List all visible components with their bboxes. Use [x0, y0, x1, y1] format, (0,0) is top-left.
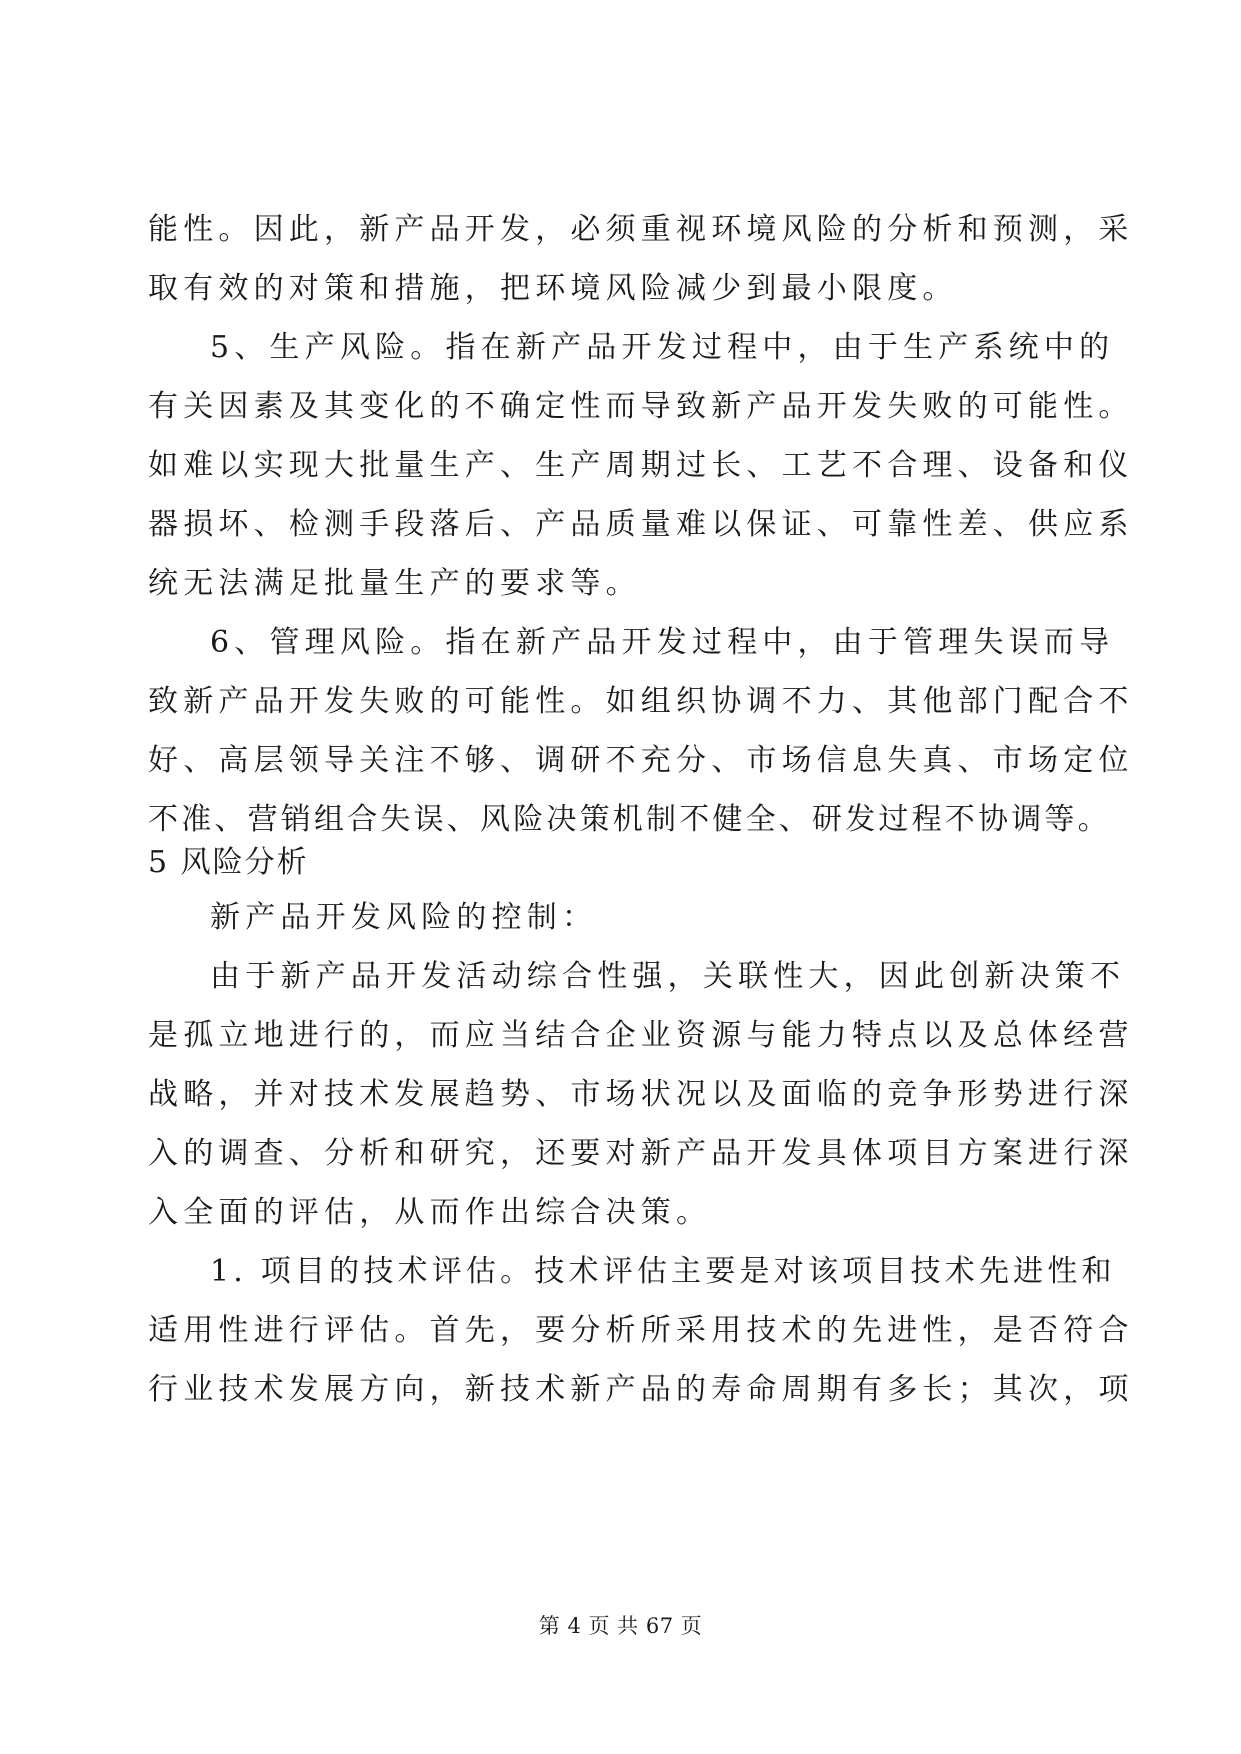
- text-line: 取有效的对策和措施，把环境风险减少到最小限度。: [148, 271, 958, 306]
- text-line: 战略，并对技术发展趋势、市场状况以及面临的竞争形势进行深: [148, 1077, 1134, 1112]
- text-line: 适用性进行评估。首先，要分析所采用技术的先进性，是否符合: [148, 1313, 1134, 1348]
- text-line: 如难以实现大批量生产、生产周期过长、工艺不合理、设备和仪: [148, 448, 1134, 483]
- text-line: 入的调查、分析和研究，还要对新产品开发具体项目方案进行深: [148, 1136, 1134, 1171]
- text-line: 1. 项目的技术评估。技术评估主要是对该项目技术先进性和: [210, 1254, 1116, 1289]
- section-heading: 5 风险分析: [148, 845, 309, 880]
- text-line: 致新产品开发失败的可能性。如组织协调不力、其他部门配合不: [148, 684, 1134, 719]
- text-line: 5、生产风险。指在新产品开发过程中，由于生产系统中的: [210, 330, 1115, 365]
- page-number-footer: 第 4 页 共 67 页: [538, 1614, 703, 1638]
- text-line: 行业技术发展方向，新技术新产品的寿命周期有多长；其次，项: [148, 1372, 1134, 1407]
- text-line: 器损坏、检测手段落后、产品质量难以保证、可靠性差、供应系: [148, 507, 1134, 542]
- text-line: 是孤立地进行的，而应当结合企业资源与能力特点以及总体经营: [148, 1018, 1134, 1053]
- text-line: 6、管理风险。指在新产品开发过程中，由于管理失误而导: [210, 625, 1115, 660]
- text-line: 不准、营销组合失误、风险决策机制不健全、研发过程不协调等。: [148, 802, 1111, 837]
- text-line: 入全面的评估，从而作出综合决策。: [148, 1195, 712, 1230]
- text-line: 由于新产品开发活动综合性强，关联性大，因此创新决策不: [210, 959, 1126, 994]
- subheading: 新产品开发风险的控制：: [210, 900, 598, 935]
- text-line: 有关因素及其变化的不确定性而导致新产品开发失败的可能性。: [148, 389, 1134, 424]
- text-line: 能性。因此，新产品开发，必须重视环境风险的分析和预测，采: [148, 212, 1134, 247]
- text-line: 统无法满足批量生产的要求等。: [148, 566, 641, 601]
- text-line: 好、高层领导关注不够、调研不充分、市场信息失真、市场定位: [148, 743, 1134, 778]
